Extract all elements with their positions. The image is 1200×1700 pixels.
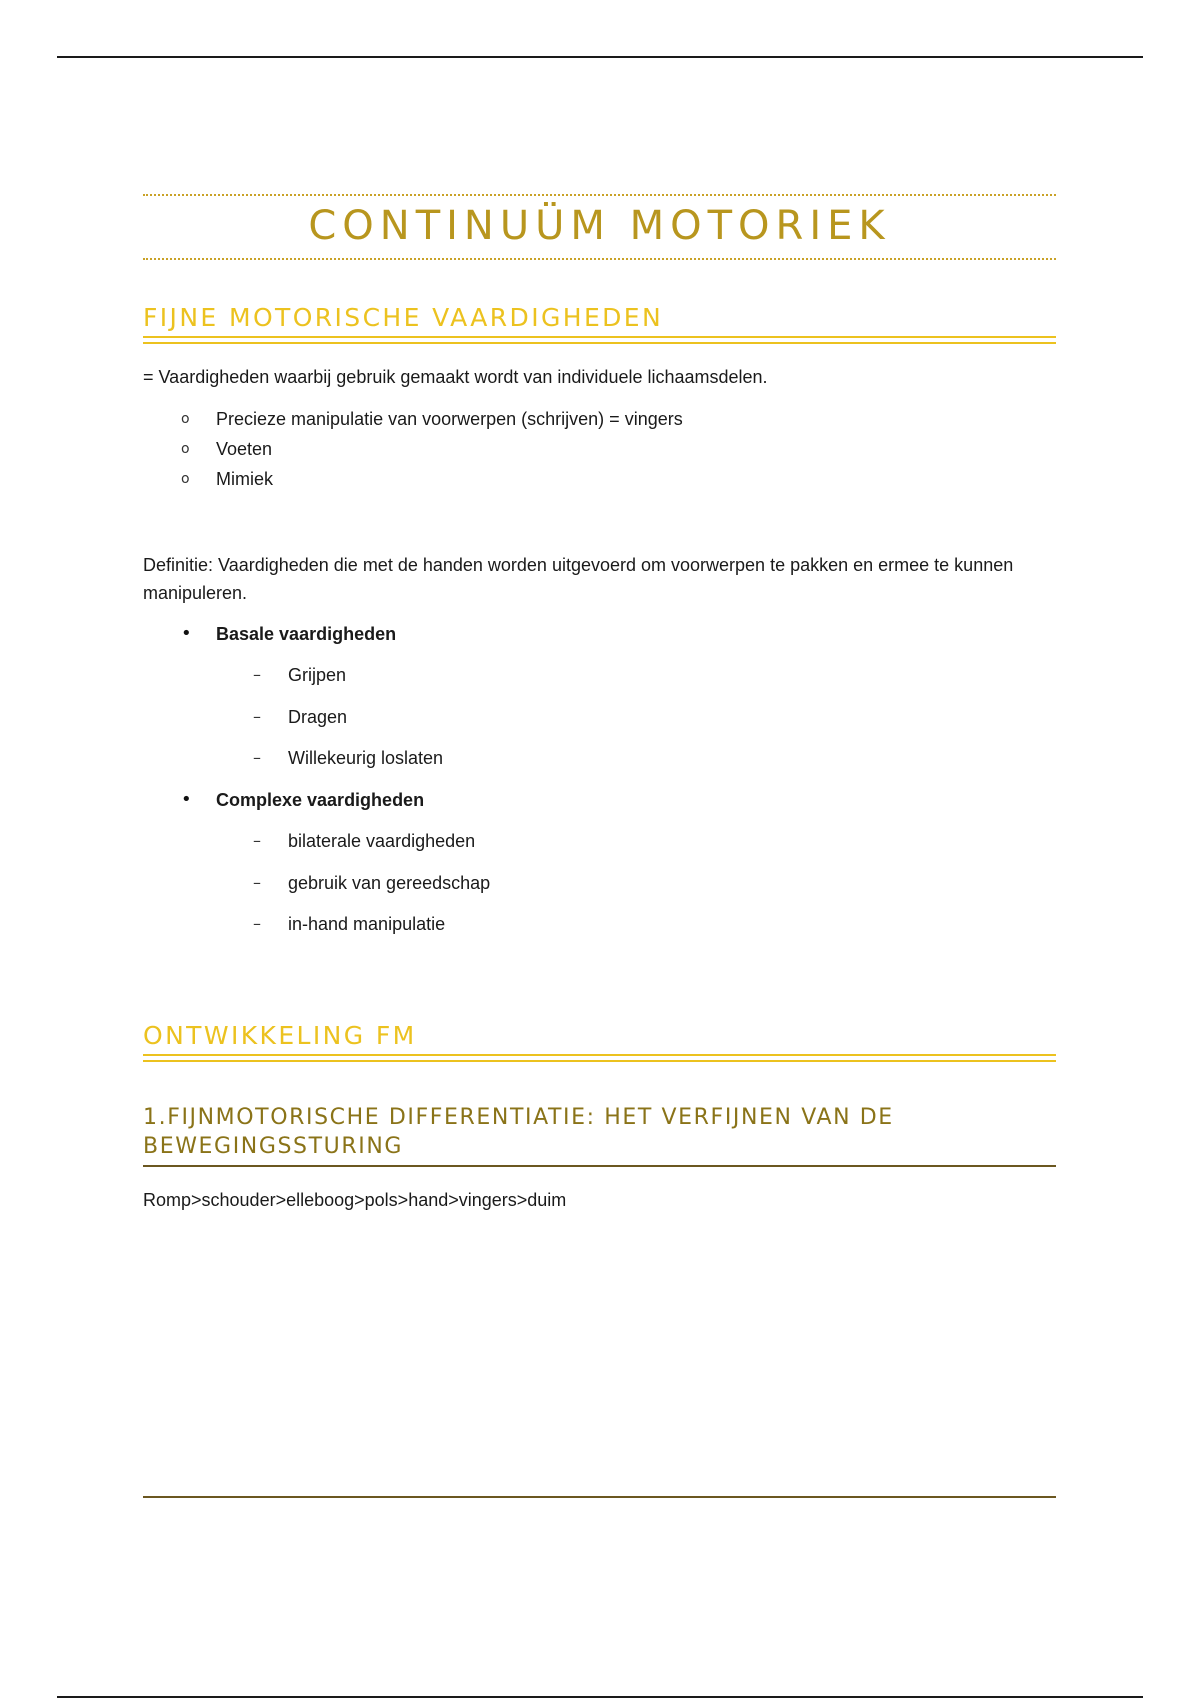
body-paragraph: Romp>schouder>elleboog>pols>hand>vingers>duim [143, 1190, 567, 1210]
section-heading-ontwikkeling: ONTWIKKELING FM [143, 1021, 417, 1050]
document-title: CONTINUÜM MOTORIEK [308, 203, 891, 249]
footer-rule [143, 1496, 1056, 1498]
list-item: Willekeurig loslaten [288, 748, 444, 768]
subheading-line-1: 1.FIJNMOTORISCHE DIFFERENTIATIE: HET VERFIJNEN VAN DE [143, 1105, 894, 1130]
list-item: Mimiek [216, 469, 273, 489]
list-item: gebruik van gereedschap [288, 873, 491, 893]
title-block [143, 194, 1056, 260]
intro-paragraph: = Vaardigheden waarbij gebruik gemaakt wordt van individuele lichaamsdelen. [143, 367, 768, 387]
group-label-complexe: Complexe vaardigheden [216, 790, 425, 810]
list-marker-dash: – [253, 707, 261, 726]
list-marker-bullet: • [181, 623, 192, 644]
section-heading-fijne-motorische: FIJNE MOTORISCHE VAARDIGHEDEN [143, 303, 664, 332]
page-top-rule [57, 56, 1143, 58]
list-marker-circle: o [181, 441, 190, 457]
list-item: Voeten [216, 439, 273, 459]
list-marker-circle: o [181, 411, 190, 427]
list-item: bilaterale vaardigheden [288, 831, 476, 851]
subheading-rule [143, 1165, 1056, 1167]
list-marker-dash: – [253, 914, 261, 933]
list-marker-dash: – [253, 665, 261, 684]
subheading-line-2: BEWEGINGSSTURING [143, 1134, 404, 1159]
list-marker-dash: – [253, 873, 261, 892]
definition-paragraph: Definitie: Vaardigheden die met de handen worden uitgevoerd om voorwerpen te pakken en ermee te kunnen manipuleren. [143, 555, 1014, 603]
list-item: Dragen [288, 707, 348, 727]
list-marker-dash: – [253, 831, 261, 850]
list-item: Grijpen [288, 665, 347, 685]
page-bottom-rule [57, 1696, 1143, 1698]
section-heading-rule [143, 1054, 1056, 1062]
group-label-basale: Basale vaardigheden [216, 624, 397, 644]
section-heading-rule [143, 336, 1056, 344]
list-marker-circle: o [181, 471, 190, 487]
list-item: Precieze manipulatie van voorwerpen (schrijven) = vingers [216, 409, 683, 429]
list-item: in-hand manipulatie [288, 914, 446, 934]
list-marker-bullet: • [181, 789, 192, 810]
list-marker-dash: – [253, 748, 261, 767]
